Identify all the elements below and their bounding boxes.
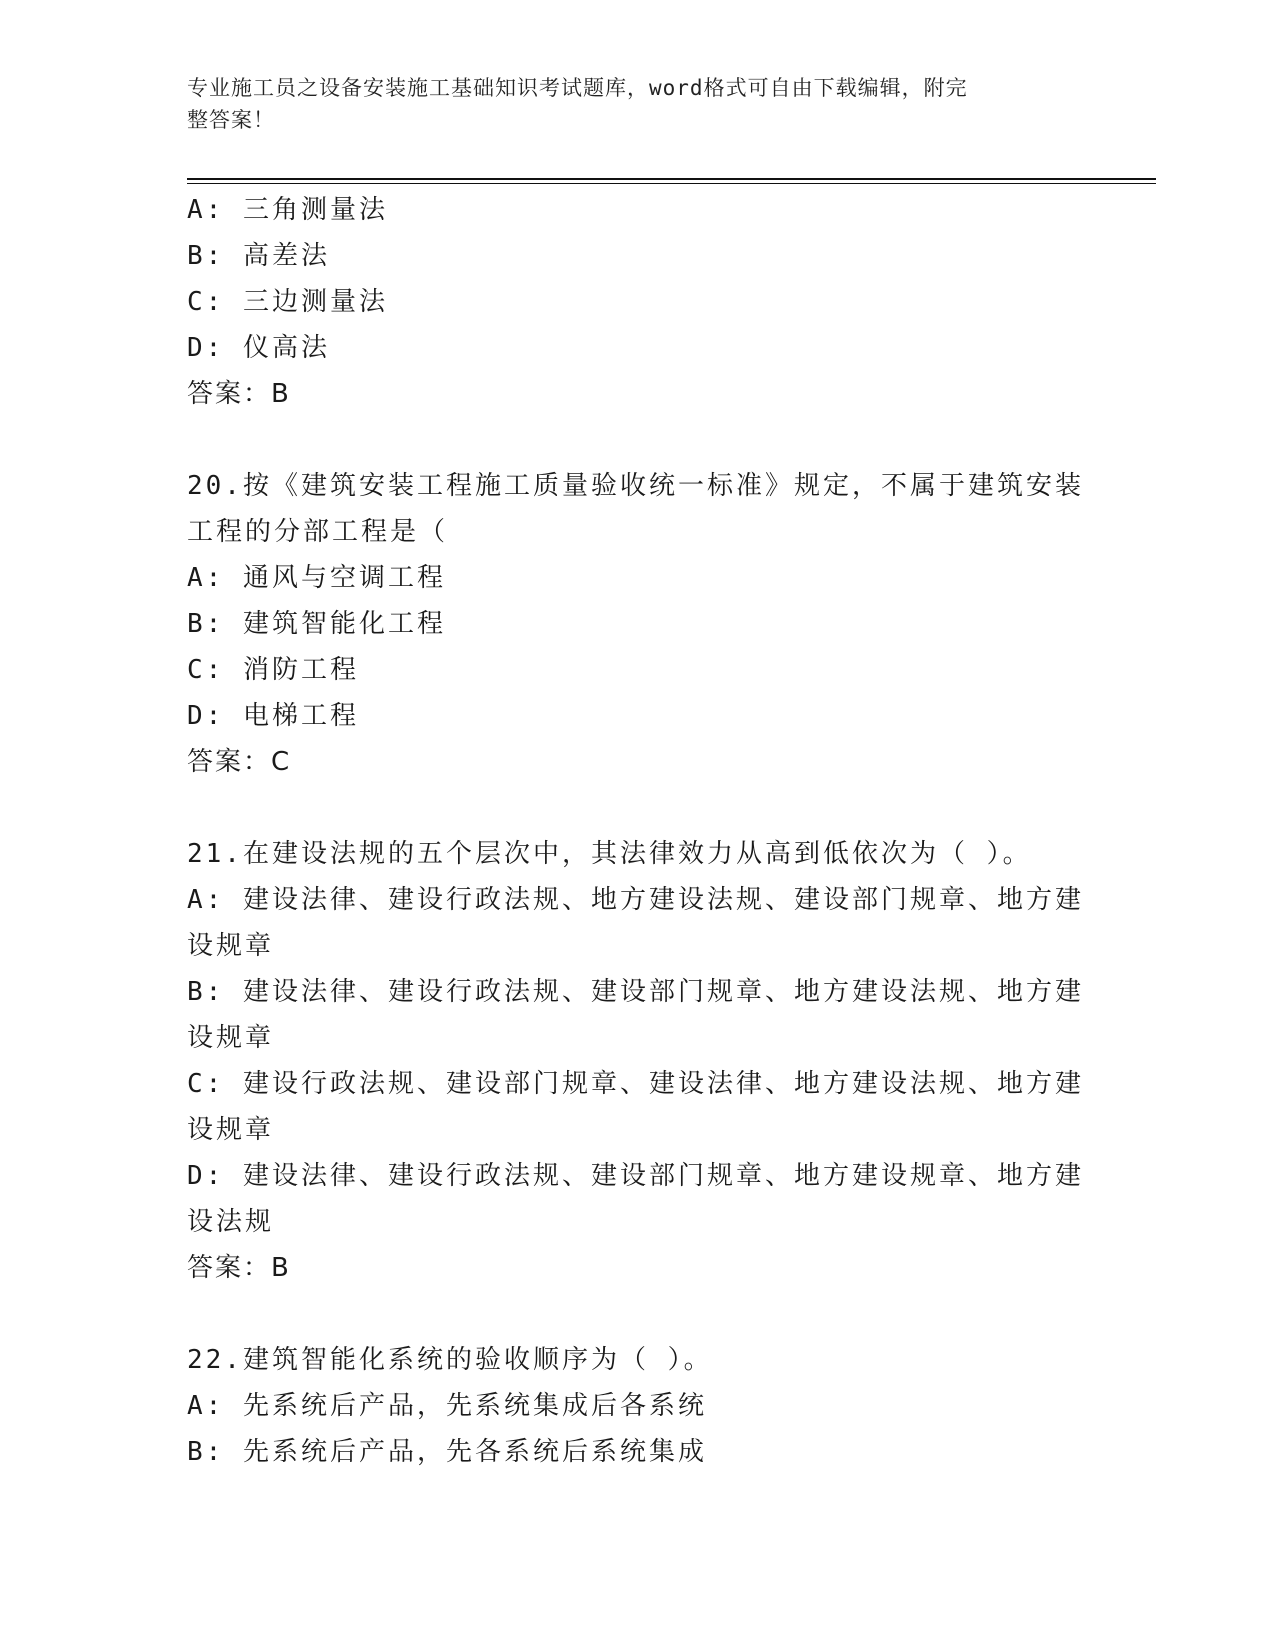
answer: 答案：B [187,379,291,409]
spacer [187,417,1087,463]
answer: 答案：C [187,747,292,777]
option-d: D: 电梯工程 [187,701,359,731]
question-stem-line-2: 工程的分部工程是（ [187,517,449,547]
option-d-line-1: D: 建设法律、建设行政法规、建设部门规章、地方建设规章、地方建 [187,1161,1084,1191]
header-divider-thin [187,183,1156,184]
option-b: B: 高差法 [187,241,330,271]
option-b: B: 先系统后产品，先各系统后系统集成 [187,1437,707,1467]
spacer [187,1291,1087,1337]
option-b-line-2: 设规章 [187,1023,275,1053]
question-22 [187,1337,1087,1475]
question-list [187,187,1087,1475]
option-a-line-1: A: 建设法律、建设行政法规、地方建设法规、建设部门规章、地方建 [187,885,1084,915]
option-b-line-1: B: 建设法律、建设行政法规、建设部门规章、地方建设法规、地方建 [187,977,1084,1007]
header-divider-thick [187,178,1156,180]
question-20 [187,463,1087,785]
question-stem-line-1: 20.按《建筑安装工程施工质量验收统一标准》规定，不属于建筑安装 [187,471,1084,501]
option-a: A: 先系统后产品，先系统集成后各系统 [187,1391,707,1421]
option-a-line-2: 设规章 [187,931,275,961]
option-d: D: 仪高法 [187,333,330,363]
question-19 [187,187,1087,417]
question-21 [187,831,1087,1291]
option-c: C: 消防工程 [187,655,359,685]
option-c-line-1: C: 建设行政法规、建设部门规章、建设法律、地方建设法规、地方建 [187,1069,1084,1099]
option-a: A: 通风与空调工程 [187,563,446,593]
document-header [187,72,1067,136]
question-stem: 21.在建设法规的五个层次中，其法律效力从高到低依次为（ ）。 [187,839,1032,869]
option-a: A: 三角测量法 [187,195,388,225]
answer: 答案：B [187,1253,291,1283]
header-line-1: 专业施工员之设备安装施工基础知识考试题库，word格式可自由下载编辑，附完 [187,76,968,100]
question-stem: 22.建筑智能化系统的验收顺序为（ ）。 [187,1345,713,1375]
option-c: C: 三边测量法 [187,287,388,317]
header-line-2: 整答案！ [187,108,275,132]
option-d-line-2: 设法规 [187,1207,275,1237]
spacer [187,785,1087,831]
option-b: B: 建筑智能化工程 [187,609,446,639]
option-c-line-2: 设规章 [187,1115,275,1145]
